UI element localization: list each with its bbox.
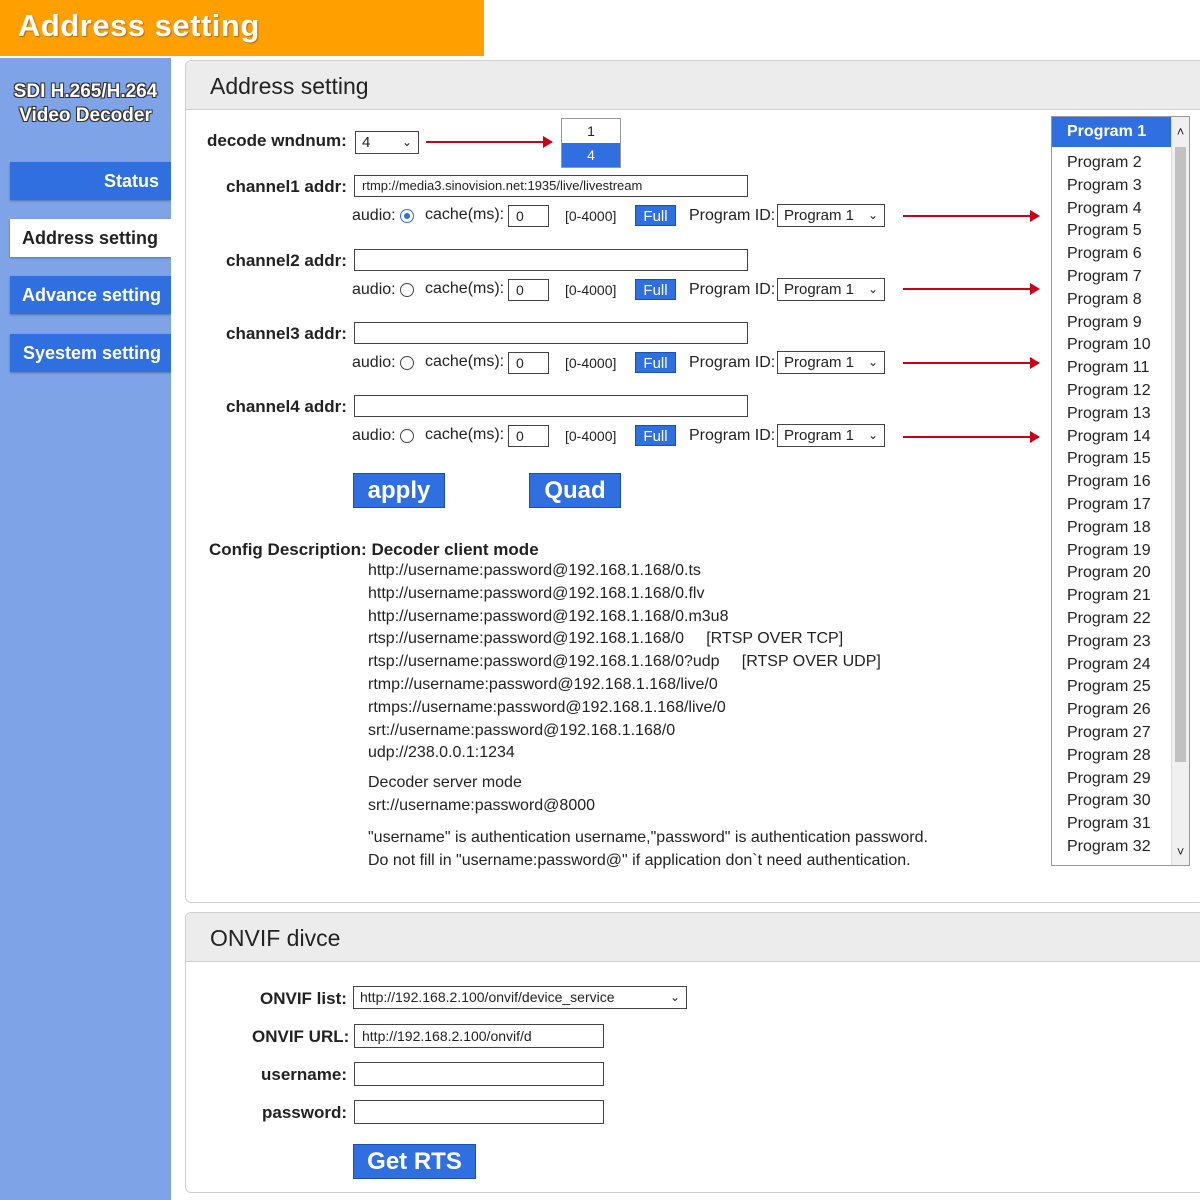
channel2-full-button[interactable]: Full xyxy=(635,279,676,300)
chevron-down-icon: ⌄ xyxy=(669,990,680,1004)
arrow-icon xyxy=(903,362,1038,364)
channel4-audio-label: audio: xyxy=(352,427,396,444)
channel3-program-id-label: Program ID: xyxy=(689,354,776,371)
program-list-item[interactable]: Program 31 xyxy=(1067,815,1151,833)
chevron-down-icon[interactable]: ˅ xyxy=(1176,844,1185,859)
decode-wndnum-select[interactable] xyxy=(355,131,419,154)
channel1-audio-radio[interactable] xyxy=(400,209,414,223)
brand-line1: SDI H.265/H.264 xyxy=(13,81,158,102)
client-example-line: rtsp://username:password@192.168.1.168/0?udp [RTSP OVER UDP] xyxy=(368,653,881,671)
program-list-item[interactable]: Program 15 xyxy=(1067,450,1151,468)
username-input[interactable] xyxy=(354,1062,604,1086)
chevron-down-icon: ⌄ xyxy=(867,428,878,442)
channel1-program-value: Program 1 xyxy=(784,207,855,224)
channel3-program-select[interactable] xyxy=(777,351,885,374)
channel4-program-id-label: Program ID: xyxy=(689,427,776,444)
program-list-item[interactable]: Program 2 xyxy=(1067,154,1142,171)
address-panel-title: Address setting xyxy=(186,61,1200,110)
program-list-item[interactable]: Program 28 xyxy=(1067,746,1151,764)
program-list-item[interactable]: Program 11 xyxy=(1067,359,1150,377)
channel1-program-id-label: Program ID: xyxy=(689,207,776,224)
decode-wndnum-label: decode wndnum: xyxy=(207,131,347,150)
program-list-item[interactable]: Program 30 xyxy=(1067,792,1151,810)
channel4-range: [0-4000] xyxy=(565,428,617,444)
channel4-program-value: Program 1 xyxy=(784,427,855,444)
channel1-addr-input[interactable]: rtmp://media3.sinovision.net:1935/live/livestream xyxy=(354,175,748,197)
client-example-line: srt://username:password@192.168.1.168/0 xyxy=(368,721,676,739)
channel3-cache-label: cache(ms): xyxy=(425,353,505,370)
onvif-panel xyxy=(185,912,1200,1193)
decode-option[interactable]: 1 xyxy=(587,123,595,139)
channel2-addr-input[interactable] xyxy=(354,249,748,271)
channel3-program-value: Program 1 xyxy=(784,354,855,371)
channel2-program-select[interactable] xyxy=(777,278,885,301)
get-rts-button[interactable]: Get RTS xyxy=(353,1144,476,1179)
client-example-line: http://username:password@192.168.1.168/0.ts xyxy=(368,562,701,579)
channel4-full-button[interactable]: Full xyxy=(635,425,676,446)
client-example-line: http://username:password@192.168.1.168/0.m3u8 xyxy=(368,607,729,625)
channel1-range: [0-4000] xyxy=(565,208,617,224)
onvif-url-input[interactable]: http://192.168.2.100/onvif/d xyxy=(354,1024,604,1048)
auth-note-2: Do not fill in "username:password@" if application don`t need authentication. xyxy=(368,852,911,869)
arrow-icon xyxy=(903,288,1038,290)
channel2-cache-label: cache(ms): xyxy=(425,280,505,297)
server-mode-example: srt://username:password@8000 xyxy=(368,797,596,814)
channel3-full-button[interactable]: Full xyxy=(635,352,676,373)
chevron-up-icon[interactable]: ˄ xyxy=(1176,124,1185,139)
sidebar-item-advance-setting[interactable]: Advance setting xyxy=(10,276,171,314)
client-example-line: rtsp://username:password@192.168.1.168/0 [RTSP OVER TCP] xyxy=(368,630,844,648)
decode-options-list[interactable] xyxy=(561,118,621,168)
program-list-item[interactable]: Program 18 xyxy=(1067,518,1151,536)
onvif-panel-title: ONVIF divce xyxy=(186,913,1200,962)
onvif-list-value: http://192.168.2.100/onvif/device_service xyxy=(360,989,615,1005)
client-example-line: rtmp://username:password@192.168.1.168/live/0 xyxy=(368,676,718,693)
apply-button[interactable]: apply xyxy=(353,473,445,508)
channel4-cache-input[interactable]: 0 xyxy=(508,425,549,447)
channel3-addr-input[interactable] xyxy=(354,322,748,344)
program-list-item[interactable]: Program 24 xyxy=(1067,655,1151,673)
program-list-item[interactable]: Program 6 xyxy=(1067,245,1142,263)
arrow-icon xyxy=(903,215,1038,217)
program-list-item[interactable]: Program 9 xyxy=(1067,313,1142,331)
program-list-item[interactable]: Program 3 xyxy=(1067,176,1142,194)
sidebar-item-address-setting[interactable]: Address setting xyxy=(10,219,171,257)
program-list-item[interactable]: Program 12 xyxy=(1067,382,1151,399)
program-list-item[interactable]: Program 4 xyxy=(1067,199,1142,217)
channel4-audio-radio[interactable] xyxy=(400,429,414,443)
password-input[interactable] xyxy=(354,1100,604,1124)
program-list-item[interactable]: Program 14 xyxy=(1067,427,1151,445)
program-list-item[interactable]: Program 13 xyxy=(1067,404,1151,422)
brand xyxy=(0,80,171,128)
sidebar-item-system-setting[interactable]: Syestem setting xyxy=(10,334,171,372)
program-list-item[interactable]: Program 21 xyxy=(1067,587,1151,605)
channel2-label: channel2 addr: xyxy=(226,251,347,270)
chevron-down-icon: ⌄ xyxy=(867,282,878,296)
channel1-program-select[interactable] xyxy=(777,204,885,227)
program-list-scrollbar[interactable] xyxy=(1171,117,1189,865)
onvif-list-select[interactable] xyxy=(353,986,687,1009)
channel4-addr-input[interactable] xyxy=(354,395,748,417)
program-list-item-selected[interactable]: Program 1 xyxy=(1052,117,1173,147)
program-list-item[interactable]: Program 20 xyxy=(1067,564,1151,582)
program-list-item[interactable]: Program 17 xyxy=(1067,496,1151,513)
program-list-item[interactable]: Program 32 xyxy=(1067,838,1151,855)
onvif-list-label: ONVIF list: xyxy=(260,989,347,1008)
program-list-item[interactable]: Program 16 xyxy=(1067,473,1151,491)
program-list-item[interactable]: Program 8 xyxy=(1067,290,1142,308)
server-mode-title: Decoder server mode xyxy=(368,774,522,791)
client-example-line: udp://238.0.0.1:1234 xyxy=(368,744,515,762)
chevron-down-icon: ⌄ xyxy=(867,208,878,222)
channel1-full-button[interactable]: Full xyxy=(635,205,676,226)
program-list[interactable] xyxy=(1051,116,1190,866)
channel4-cache-label: cache(ms): xyxy=(425,426,505,443)
client-example-line: rtmps://username:password@192.168.1.168/live/0 xyxy=(368,698,726,716)
channel3-range: [0-4000] xyxy=(565,355,617,371)
channel2-program-id-label: Program ID: xyxy=(689,281,776,298)
auth-note-1: "username" is authentication username,"password" is authentication password. xyxy=(368,829,928,846)
program-list-item[interactable]: Program 25 xyxy=(1067,678,1151,696)
channel1-cache-label: cache(ms): xyxy=(425,206,505,223)
page-header-title: Address setting xyxy=(18,8,260,43)
channel3-audio-radio[interactable] xyxy=(400,356,414,370)
arrow-icon xyxy=(426,141,551,143)
onvif-url-label: ONVIF URL: xyxy=(252,1027,350,1046)
password-label: password: xyxy=(262,1103,348,1122)
program-list-item[interactable]: Program 27 xyxy=(1067,724,1151,741)
client-example-line: http://username:password@192.168.1.168/0.flv xyxy=(368,584,705,602)
program-list-item[interactable]: Program 7 xyxy=(1067,268,1142,285)
chevron-down-icon: ⌄ xyxy=(401,135,412,149)
channel4-label: channel4 addr: xyxy=(226,397,347,416)
chevron-down-icon: ⌄ xyxy=(867,355,878,369)
program-list-item[interactable]: Program 19 xyxy=(1067,541,1151,559)
sidebar xyxy=(0,58,171,1200)
program-list-item[interactable]: Program 23 xyxy=(1067,632,1151,650)
decode-option-selected[interactable]: 4 xyxy=(562,143,620,167)
quad-button[interactable]: Quad xyxy=(529,473,621,508)
channel3-label: channel3 addr: xyxy=(226,324,347,343)
username-label: username: xyxy=(261,1065,347,1084)
channel1-audio-label: audio: xyxy=(352,207,396,224)
channel1-label: channel1 addr: xyxy=(226,177,347,196)
decode-wndnum-value: 4 xyxy=(362,134,371,151)
header-bar xyxy=(0,0,484,56)
config-description-title: Config Description: Decoder client mode xyxy=(209,540,539,559)
channel2-cache-input[interactable]: 0 xyxy=(508,279,549,301)
program-list-item[interactable]: Program 22 xyxy=(1067,610,1151,627)
brand-line2: Video Decoder xyxy=(19,105,152,126)
program-list-item[interactable]: Program 29 xyxy=(1067,769,1151,787)
channel2-audio-radio[interactable] xyxy=(400,283,414,297)
channel2-audio-label: audio: xyxy=(352,281,396,298)
channel3-audio-label: audio: xyxy=(352,354,396,371)
channel2-program-value: Program 1 xyxy=(784,281,855,298)
channel2-range: [0-4000] xyxy=(565,282,617,298)
program-list-item[interactable]: Program 5 xyxy=(1067,222,1142,240)
program-list-item[interactable]: Program 26 xyxy=(1067,701,1151,719)
program-list-item[interactable]: Program 10 xyxy=(1067,336,1151,354)
channel3-cache-input[interactable]: 0 xyxy=(508,352,549,374)
channel4-program-select[interactable] xyxy=(777,424,885,447)
scrollbar-thumb[interactable] xyxy=(1175,147,1186,762)
arrow-icon xyxy=(903,436,1038,438)
sidebar-item-status[interactable]: Status xyxy=(10,162,171,200)
channel1-cache-input[interactable]: 0 xyxy=(508,205,549,227)
